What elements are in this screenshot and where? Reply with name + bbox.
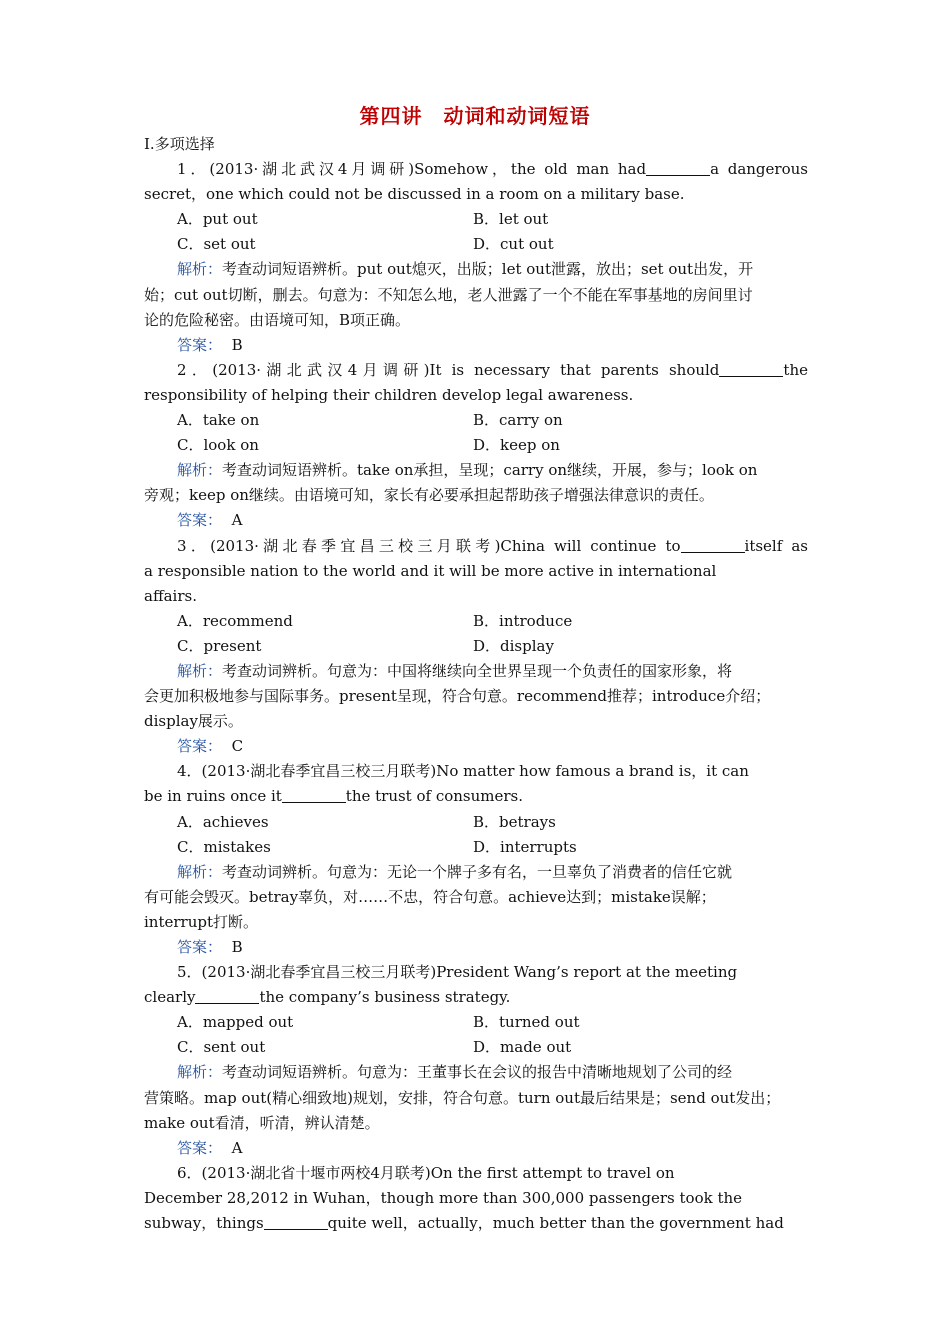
- answer-blank: [719, 362, 783, 377]
- options-row: [144, 1010, 808, 1035]
- option-d: D．cut out: [473, 235, 554, 254]
- question-5-line-1: 5．(2013·湖北春季宜昌三校三月联考)President Wang’s report at the meeting: [177, 963, 738, 982]
- question-1-line-1: 1．(2013·湖北武汉4月调研)Somehow，the old man had a dangerous: [177, 160, 808, 179]
- answer-line: [144, 508, 808, 533]
- answer-blank: [646, 161, 710, 176]
- answer-label: 答案：: [177, 335, 223, 354]
- answer-value: C: [231, 737, 244, 756]
- option-b: B．carry on: [473, 411, 563, 430]
- analysis-line: 营策略。map out(精心细致地)规划，安排，符合句意。turn out最后结果是；send out发出；: [144, 1088, 781, 1107]
- analysis-label: 解析：: [177, 260, 223, 279]
- option-b: B．let out: [473, 210, 549, 229]
- option-a: A．recommend: [177, 611, 293, 630]
- option-d: D．keep on: [473, 436, 560, 455]
- section-heading: Ⅰ.多项选择: [144, 135, 215, 153]
- answer-label: 答案：: [177, 511, 223, 530]
- answer-value: B: [231, 335, 243, 354]
- page-title: 第四讲 动词和动词短语: [359, 104, 591, 128]
- option-d: D．display: [473, 636, 554, 655]
- question-3-line-2: a responsible nation to the world and it will be more active in international: [144, 561, 717, 580]
- answer-value: B: [231, 938, 243, 956]
- question-2-line-2: responsibility of helping their children develop legal awareness.: [144, 385, 634, 404]
- option-a: A．achieves: [177, 812, 269, 831]
- analysis-line: make out看清，听清，辨认清楚。: [144, 1113, 380, 1132]
- question-4-line-2: be in ruins once it the trust of consumers.: [144, 787, 524, 806]
- analysis-line: interrupt打断。: [144, 912, 258, 931]
- option-a: A．take on: [177, 411, 260, 430]
- analysis-label: 解析：: [177, 461, 223, 480]
- options-row: [144, 1035, 808, 1060]
- answer-value: A: [231, 511, 243, 530]
- question-6-line-3: subway，things quite well，actually，much better than the government had: [144, 1214, 784, 1233]
- analysis-line: 解析：考查动词辨析。句意为：无论一个牌子多有名，一旦辜负了消费者的信任它就: [177, 862, 733, 881]
- question-6-line-2: December 28,2012 in Wuhan，though more than 300,000 passengers took the: [144, 1188, 743, 1207]
- question-3-line-3: affairs.: [144, 586, 197, 605]
- options-row: [144, 232, 808, 257]
- analysis-line: 解析：考查动词短语辨析。句意为：王董事长在会议的报告中清晰地规划了公司的经: [177, 1063, 733, 1082]
- answer-label: 答案：: [177, 1138, 223, 1157]
- analysis-line: display展示。: [144, 712, 243, 731]
- analysis-line: 始；cut out切断，删去。句意为：不知怎么地，老人泄露了一个不能在军事基地的房间里讨: [144, 285, 753, 304]
- answer-line: [144, 734, 808, 759]
- option-d: D．made out: [473, 1038, 572, 1057]
- option-a: A．mapped out: [177, 1013, 294, 1032]
- answer-blank: [282, 788, 346, 803]
- answer-label: 答案：: [177, 938, 223, 956]
- analysis-line: 论的危险秘密。由语境可知，B项正确。: [144, 310, 411, 329]
- analysis-line: 有可能会毁灭。betray辜负，对……不忠，符合句意。achieve达到；mistake误解；: [144, 887, 716, 906]
- analysis-line: 解析：考查动词短语辨析。take on承担，呈现；carry on继续，开展，参与；look on: [177, 461, 758, 480]
- option-c: C．set out: [177, 235, 256, 254]
- option-c: C．present: [177, 636, 262, 655]
- analysis-label: 解析：: [177, 1063, 223, 1082]
- option-b: B．introduce: [473, 611, 573, 630]
- options-row: [144, 207, 808, 232]
- answer-value: A: [231, 1138, 243, 1157]
- answer-line: [144, 333, 808, 358]
- options-row: [144, 408, 808, 433]
- question-3-line-1: 3．(2013·湖北春季宜昌三校三月联考)China will continue to itself as: [177, 536, 808, 555]
- option-d: D．interrupts: [473, 837, 577, 856]
- option-b: B．betrays: [473, 812, 556, 831]
- option-c: C．sent out: [177, 1038, 266, 1057]
- options-row: [144, 609, 808, 634]
- question-5-line-2: clearly the company’s business strategy.: [144, 988, 511, 1007]
- question-1-line-2: secret，one which could not be discussed in a room on a military base.: [144, 185, 685, 204]
- options-row: [144, 433, 808, 458]
- analysis-label: 解析：: [177, 661, 223, 680]
- options-row: [144, 835, 808, 860]
- answer-label: 答案：: [177, 737, 223, 756]
- option-a: A．put out: [177, 210, 258, 229]
- option-b: B．turned out: [473, 1013, 580, 1032]
- analysis-line: 旁观；keep on继续。由语境可知，家长有必要承担起帮助孩子增强法律意识的责任。: [144, 486, 714, 505]
- question-4-line-1: 4．(2013·湖北春季宜昌三校三月联考)No matter how famous a brand is，it can: [177, 762, 749, 781]
- options-row: [144, 634, 808, 659]
- answer-blank: [195, 989, 259, 1004]
- analysis-label: 解析：: [177, 862, 223, 881]
- answer-blank: [264, 1215, 328, 1230]
- question-6-line-1: 6．(2013·湖北省十堰市两校4月联考)On the first attempt to travel on: [177, 1163, 675, 1182]
- option-c: C．look on: [177, 436, 259, 455]
- option-c: C．mistakes: [177, 837, 271, 856]
- answer-blank: [681, 538, 745, 553]
- answer-line: [144, 935, 808, 960]
- analysis-line: 解析：考查动词辨析。句意为：中国将继续向全世界呈现一个负责任的国家形象，将: [177, 661, 733, 680]
- question-2-line-1: 2．(2013·湖北武汉4月调研)It is necessary that parents should the: [177, 360, 808, 379]
- analysis-line: 会更加积极地参与国际事务。present呈现，符合句意。recommend推荐；introduce介绍；: [144, 687, 771, 706]
- options-row: [144, 810, 808, 835]
- answer-line: [144, 1136, 808, 1161]
- document-body: [144, 132, 808, 1236]
- analysis-line: 解析：考查动词短语辨析。put out熄灭，出版；let out泄露，放出；set out出发，开: [177, 260, 754, 279]
